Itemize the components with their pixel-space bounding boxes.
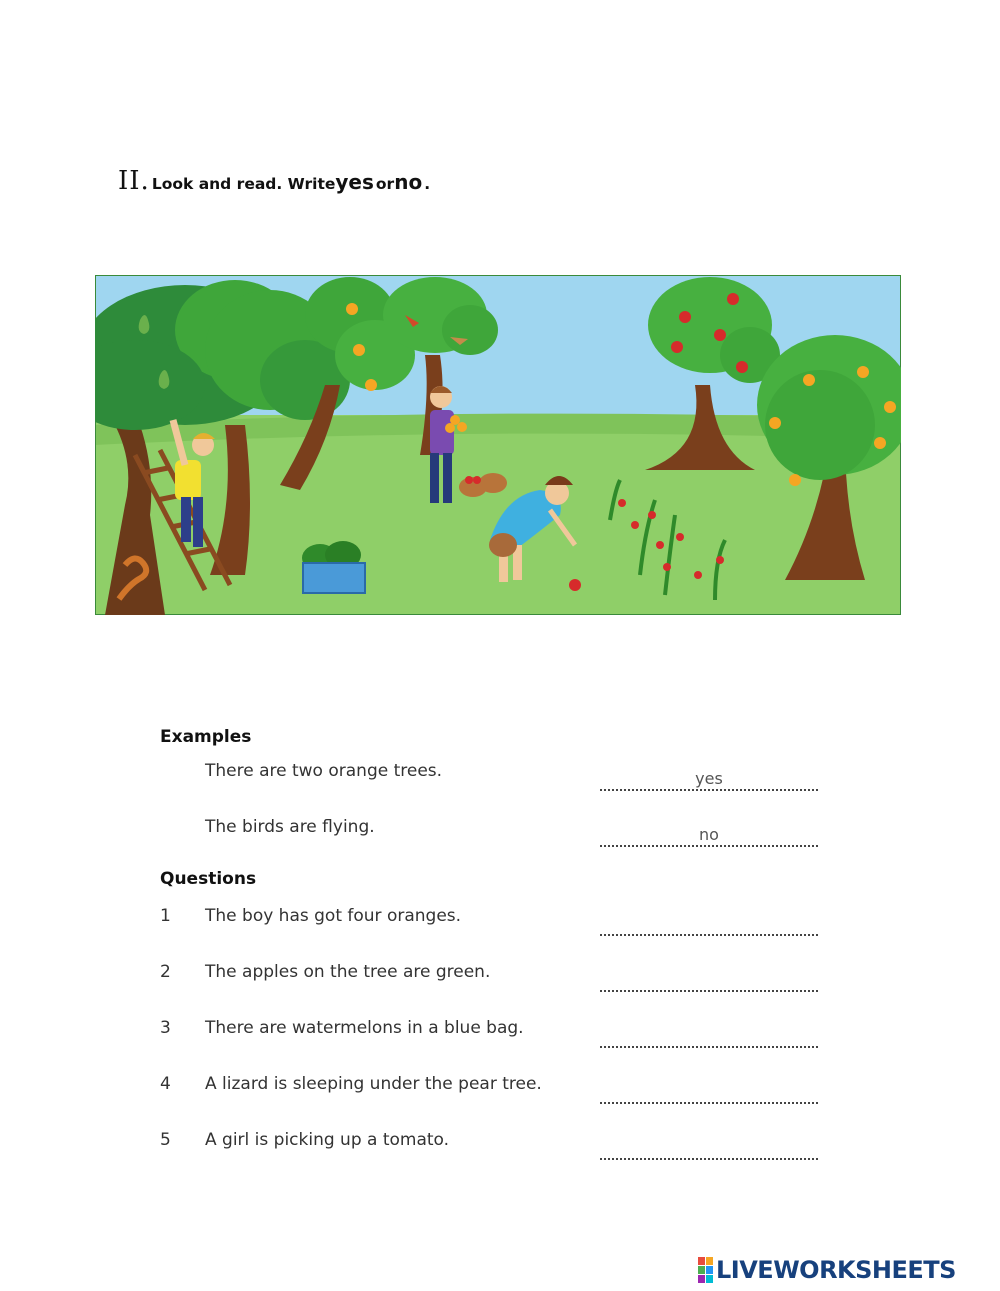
instruction-word-or: or (375, 175, 395, 193)
question-row (160, 906, 820, 936)
logo-block (698, 1275, 705, 1283)
logo-block (706, 1266, 713, 1274)
answer-input-4[interactable] (600, 1084, 818, 1104)
answer-input-2[interactable] (600, 972, 818, 992)
question-number: 3 (160, 1018, 171, 1038)
question-row (160, 1130, 820, 1160)
liveworksheets-logo[interactable] (698, 1256, 956, 1284)
instruction-word-yes: yes (335, 170, 374, 194)
example-sentence: The birds are flying. (205, 817, 375, 837)
instruction-word-no: no (394, 170, 423, 194)
answer-value: no (699, 825, 719, 844)
exercise-heading (118, 166, 430, 196)
question-sentence: The apples on the tree are green. (205, 962, 491, 982)
question-sentence: The boy has got four oranges. (205, 906, 462, 926)
brand-text: LIVEWORKSHEETS (716, 1256, 956, 1284)
question-number: 4 (160, 1074, 171, 1094)
question-number: 1 (160, 906, 171, 926)
instruction-period: . (424, 175, 431, 193)
orchard-illustration (95, 275, 901, 615)
logo-block (706, 1257, 713, 1265)
example-row (160, 761, 820, 791)
example-row (160, 817, 820, 847)
exercise-number: II. (118, 166, 150, 196)
answer-input-1[interactable] (600, 916, 818, 936)
questions-label: Questions (160, 869, 257, 889)
answer-input-5[interactable] (600, 1140, 818, 1160)
answer-input-3[interactable] (600, 1028, 818, 1048)
question-sentence: There are watermelons in a blue bag. (205, 1018, 524, 1038)
answer-field[interactable] (600, 771, 818, 791)
blue-bag (302, 541, 365, 593)
question-number: 2 (160, 962, 171, 982)
answer-value: yes (695, 769, 723, 788)
instruction-text: Look and read. Write (151, 175, 336, 193)
answer-field[interactable] (600, 827, 818, 847)
question-number: 5 (160, 1130, 171, 1150)
logo-blocks-icon (698, 1257, 713, 1283)
question-sentence: A lizard is sleeping under the pear tree. (205, 1074, 542, 1094)
question-row (160, 1074, 820, 1104)
question-row (160, 1018, 820, 1048)
question-row (160, 962, 820, 992)
logo-block (706, 1275, 713, 1283)
logo-block (698, 1266, 705, 1274)
examples-label: Examples (160, 727, 252, 747)
logo-block (698, 1257, 705, 1265)
example-sentence: There are two orange trees. (205, 761, 443, 781)
question-sentence: A girl is picking up a tomato. (205, 1130, 450, 1150)
